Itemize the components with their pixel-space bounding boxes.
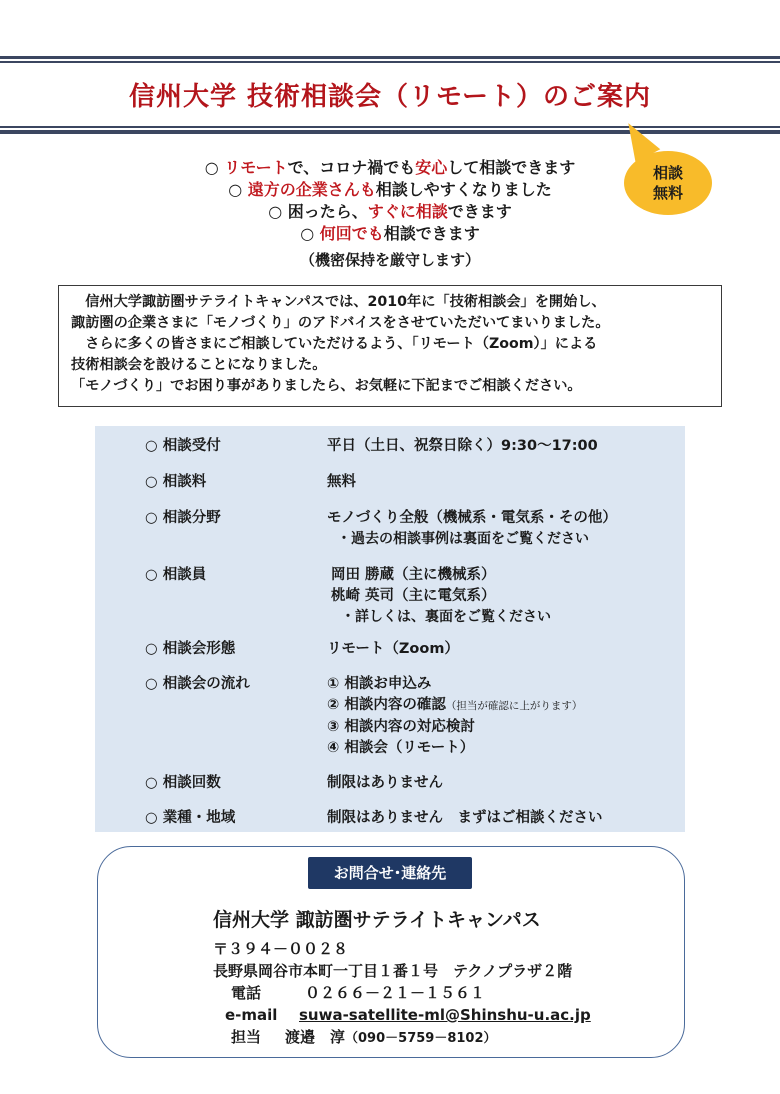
point-text: 困ったら、 [287,202,368,221]
detail-label: ○ 相談会形態 [145,641,236,657]
detail-value: 無料 [327,474,356,490]
bullet-circle: ○ [300,224,320,243]
person-name: 渡邉 淳 [285,1028,346,1046]
person-row [213,1026,591,1050]
detail-value: 平日（土日、祝祭日除く）9:30〜17:00 [327,438,598,454]
contact-header: お問合せ･連絡先 [308,857,472,889]
email-label: e-mail [225,1006,278,1024]
intro-line: 諏訪圏の企業さまに「モノづくり」のアドバイスをさせていただいてまいりました。 [71,315,610,331]
bullet-circle: ○ [204,158,225,177]
detail-value: 制限はありません [327,775,443,791]
flow-step: ① 相談お申込み [327,676,432,692]
detail-label: ○ 相談料 [145,474,207,490]
detail-value [331,565,551,628]
intro-line: さらに多くの皆さまにご相談していただけるよう、「リモート（Zoom）」による [71,336,598,352]
field-value: モノづくり全般（機械系・電気系・その他） [327,510,617,526]
highlight-text: 何回でも [319,224,384,243]
field-note: ・過去の相談事例は裏面をご覧ください [337,531,589,547]
header-rule-bottom-thin [0,126,780,128]
detail-value [327,508,617,550]
flow-step: ③ 相談内容の対応検討 [327,719,475,735]
detail-label: ○ 相談回数 [145,775,221,791]
postal-code: 〒３９４－００２８ [213,940,349,958]
header-rule-top-thin [0,61,780,63]
highlight-text: 遠方の企業さんも [247,180,376,199]
person-label: 担当 [231,1028,262,1046]
phone-row [213,982,591,1004]
badge-line-2: 無料 [652,184,683,202]
detail-label: ○ 相談員 [145,567,207,583]
phone-number: ０２６６－２１－１５６１ [305,984,486,1002]
highlight-text: リモート [224,158,288,177]
staff-note: ・詳しくは、裏面をご覧ください [341,609,551,625]
intro-line: 信州大学諏訪圏サテライトキャンパスでは、2010年に「技術相談会」を開始し、 [71,294,606,310]
feature-point [0,157,780,179]
flow-step-note: （担当が確認に上がります） [445,700,583,712]
address: 長野県岡谷市本町一丁目１番１号 テクノプラザ２階 [213,962,573,980]
point-text: で、コロナ禍でも [287,158,416,177]
confidentiality-note: （機密保持を厳守します） [299,251,480,269]
email-row [213,1004,591,1026]
bullet-circle: ○ [268,202,288,221]
badge-line-1: 相談 [652,164,683,182]
staff-name: 桃崎 英司（主に電気系） [331,588,496,604]
point-text: 相談できます [383,224,480,243]
feature-points [0,157,780,271]
highlight-text: 安心 [415,158,448,177]
detail-label: ○ 相談会の流れ [145,676,250,692]
detail-value: 制限はありません まずはご相談ください [327,810,603,826]
point-text: 相談しやすくなりました [375,180,552,199]
bullet-circle: ○ [228,180,248,199]
flow-step [327,695,582,717]
detail-label: ○ 相談分野 [145,510,221,526]
feature-point [0,179,780,201]
point-text: できます [447,202,512,221]
detail-label: ○ 相談受付 [145,438,221,454]
intro-line: 「モノづくり」でお困り事がありましたら、お気軽に下記までご相談ください。 [71,378,582,394]
header-rule-bottom [0,130,780,134]
phone-label: 電話 [231,984,262,1002]
intro-box [58,285,722,407]
feature-point [0,201,780,223]
person-phone: （090－5759－8102） [345,1031,497,1046]
flow-step: ④ 相談会（リモート） [327,740,475,756]
email-link[interactable]: suwa-satellite-ml@Shinshu-u.ac.jp [299,1006,591,1024]
detail-value: リモート（Zoom） [327,641,459,657]
point-text: して相談できます [447,158,576,177]
page-title: 信州大学 技術相談会（リモート）のご案内 [128,82,651,112]
contact-details [213,938,591,1050]
header-rule-top [0,56,780,59]
feature-point [0,223,780,245]
campus-name: 信州大学 諏訪圏サテライトキャンパス [213,909,541,931]
intro-line: 技術相談会を設けることになりました。 [71,357,327,373]
detail-label: ○ 業種・地域 [145,810,236,826]
detail-value [327,674,582,759]
highlight-text: すぐに相談 [367,202,448,221]
details-panel [95,426,685,832]
staff-name: 岡田 勝蔵（主に機械系） [331,567,496,583]
flow-step-text: ② 相談内容の確認 [327,697,446,713]
